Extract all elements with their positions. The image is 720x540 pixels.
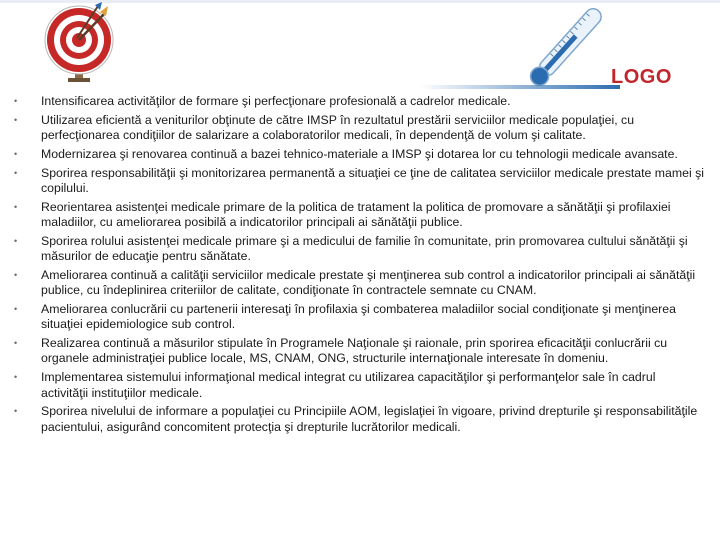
list-item: • Reorientarea asistenţei medicale primare de la politica de tratament la politica de promovare a sănătăţii şi profilaxiei maladiilor, cu ameliorarea posibilă a indicatorilor principali ai sănătăţii publice. <box>14 199 671 230</box>
bullet-dot-icon: • <box>14 201 18 212</box>
list-item: • Intensificarea activităţilor de formare şi perfecţionare profesională a cadrelor medicale. <box>14 94 511 108</box>
bullet-dot-icon: • <box>14 235 18 246</box>
bullet-dot-icon: • <box>14 372 18 383</box>
bullet-dot-icon: • <box>14 303 18 314</box>
bullet-dot-icon: • <box>14 269 18 280</box>
thermometer-icon <box>505 2 625 94</box>
list-item: • Sporirea responsabilităţii şi monitorizarea permanentă a situaţiei ce ţine de calitatea serviciilor medicale prestate mamei şi copilului. <box>14 165 704 195</box>
list-item: • Implementarea sistemului informaţional medical integrat cu utilizarea capacităţilor şi performanţelor sale în cadrul activităţii instituţiilor medicale. <box>14 370 656 400</box>
list-item: • Modernizarea şi renovarea continuă a bazei tehnico-materiale a IMSP şi dotarea lor cu tehnologii medicale avansate. <box>14 146 678 161</box>
bullet-dot-icon: • <box>14 114 18 125</box>
bullet-dot-icon: • <box>14 406 18 417</box>
list-item: • Ameliorarea continuă a calităţii serviciilor medicale prestate şi menţinerea sub control a indicatorilor principali ai sănătăţii publice, cu îndeplinirea criteriilor de calitate, condiţionate în contractele semnate cu CNAM. <box>14 267 696 298</box>
logo: LOGO <box>611 66 672 88</box>
list-item: • Utilizarea eficientă a veniturilor obţinute de către IMSP în rezultatul prestării serviciilor medicale populaţiei, cu perfecţionarea condiţiilor de salarizare a colaboratorilor medicali, în dependenţă de volum şi calitate. <box>14 112 635 143</box>
bullet-dot-icon: • <box>14 96 18 106</box>
list-item: • Sporirea rolului asistenţei medicale primare şi a medicului de familie în comunitate, prin promovarea cultului sănătăţii şi măsurilor de educaţie pentru sănătate. <box>14 233 688 264</box>
list-item: • Sporirea nivelului de informare a populaţiei cu Principiile AOM, legislaţiei în vigoare, privind drepturile şi responsabilităţile pacientului, asigurând concomitent protecţia şi drepturile lucrătorilor medicali. <box>14 404 698 434</box>
list-item: • Realizarea continuă a măsurilor stipulate în Programele Naţionale şi raionale, prin sporirea eficacităţii conlucrării cu organele administraţiei publice locale, MS, CNAM, ONG, structurile internaţionale interesate în domeniu. <box>14 336 668 366</box>
target-with-darts-icon <box>38 2 120 84</box>
header-divider <box>420 85 620 89</box>
bullet-dot-icon: • <box>14 338 18 349</box>
bullet-dot-icon: • <box>14 148 18 159</box>
bullet-dot-icon: • <box>14 167 18 178</box>
list-item: • Ameliorarea conlucrării cu partenerii interesaţi în profilaxia şi combaterea maladiilor social condiţionate şi menţinerea situaţiei epidemiologice sub control. <box>14 301 676 332</box>
bullet-list <box>14 94 704 438</box>
